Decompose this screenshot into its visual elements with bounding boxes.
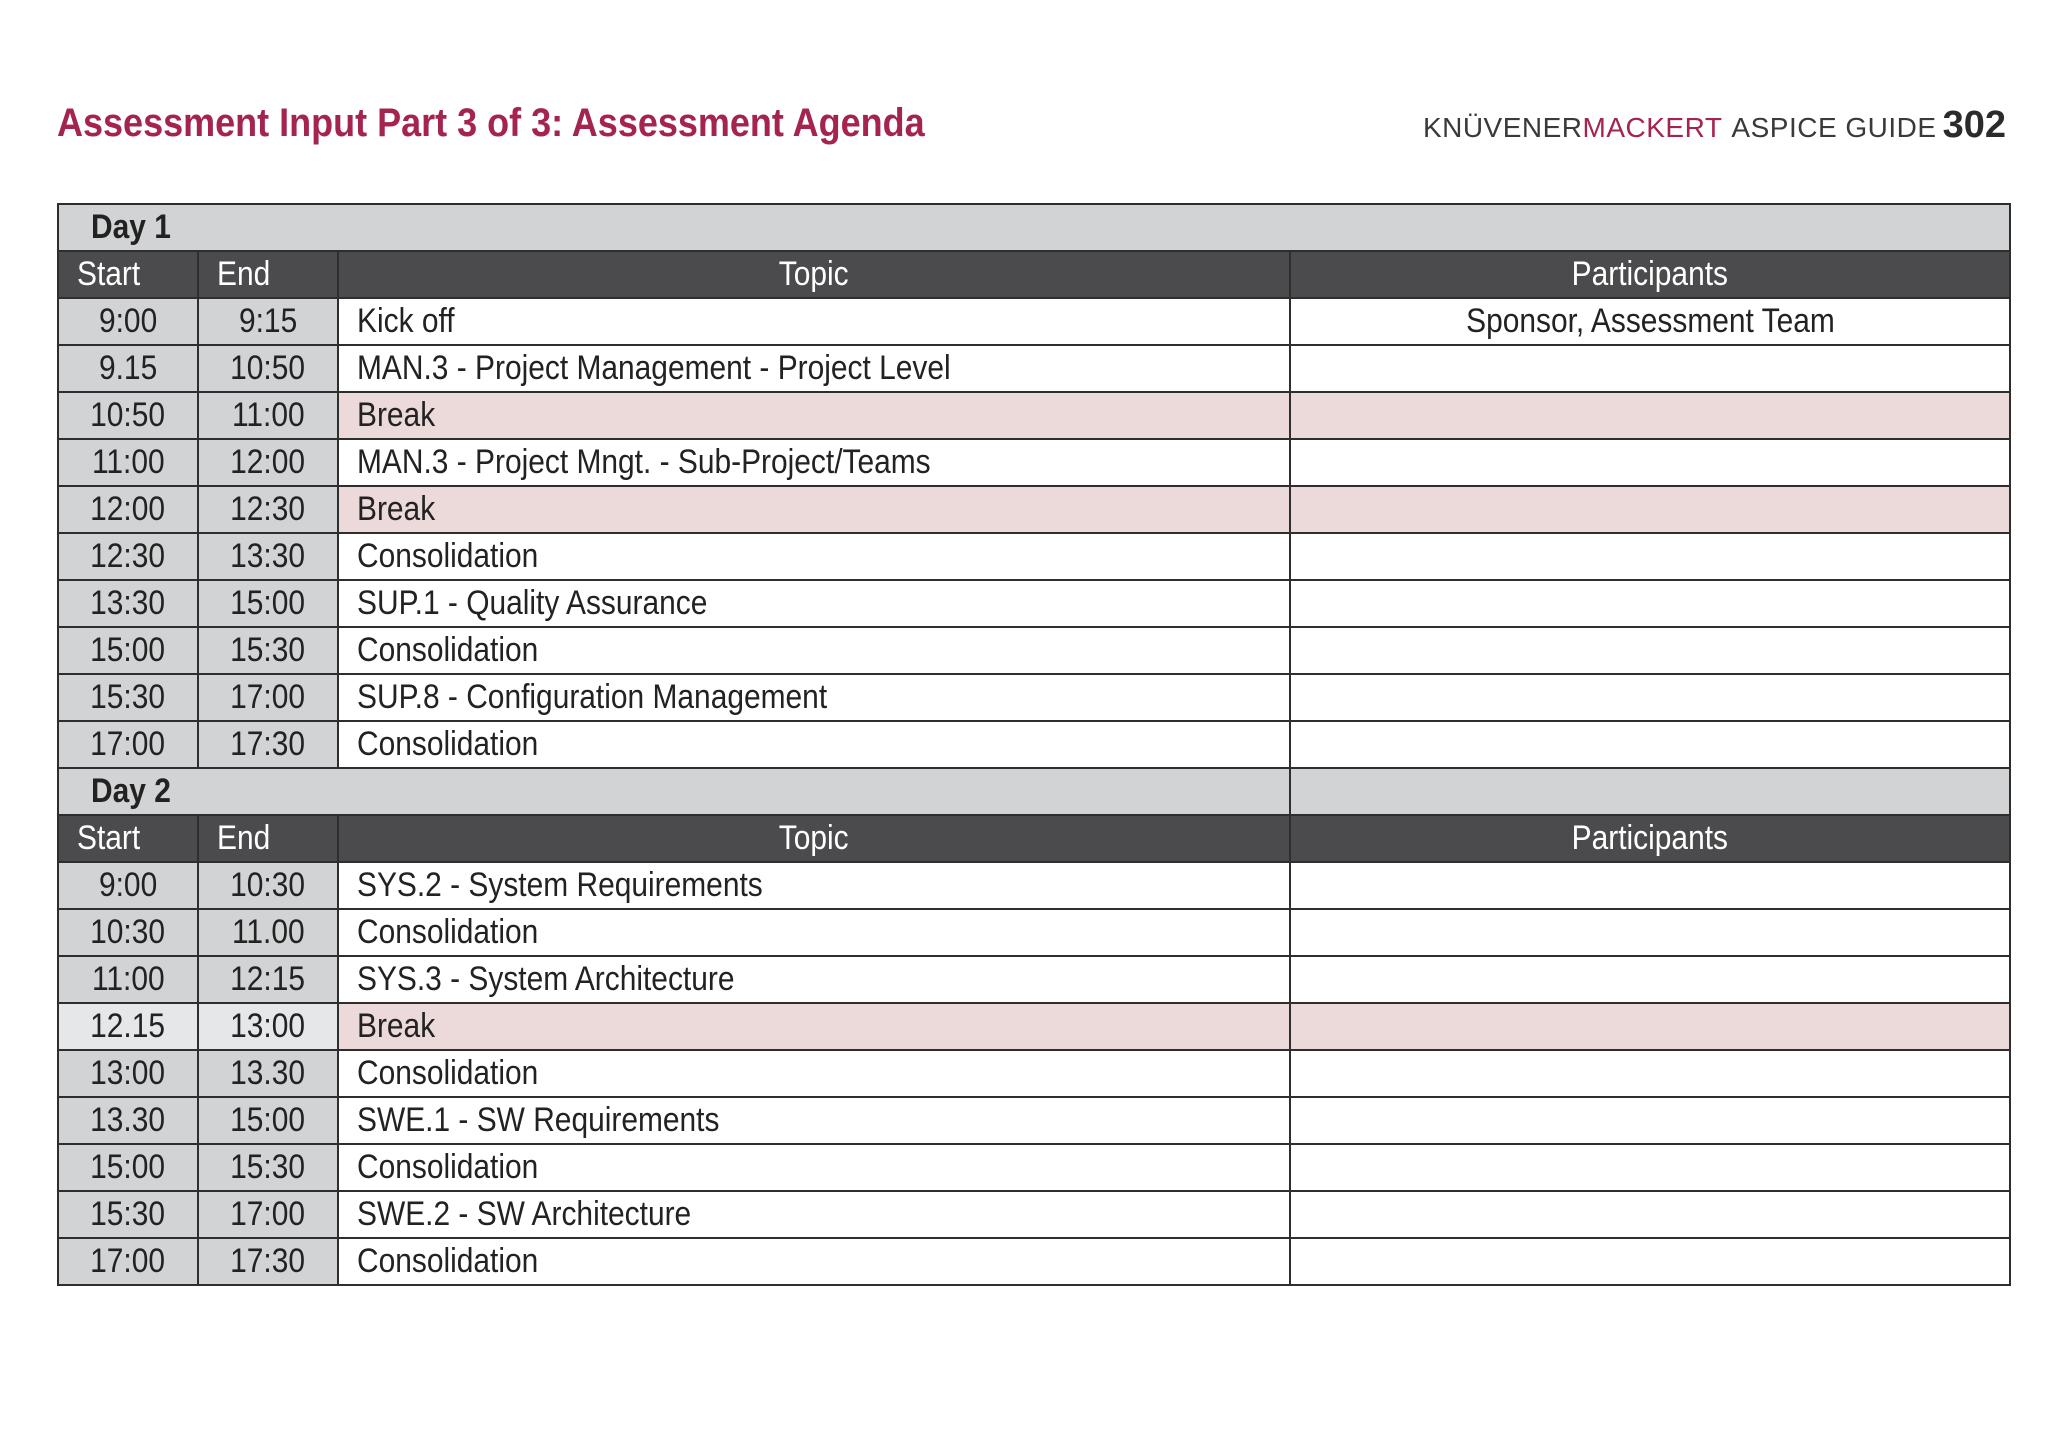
end-time-cell-text: 12:00 bbox=[230, 443, 306, 481]
participants-cell bbox=[1290, 956, 2010, 1003]
topic-cell bbox=[338, 392, 1290, 439]
participants-cell bbox=[1290, 674, 2010, 721]
end-time-cell bbox=[198, 909, 338, 956]
end-time-cell-text: 15:30 bbox=[230, 631, 306, 669]
end-time-cell-text: 15:00 bbox=[230, 1101, 306, 1139]
end-time-cell-text: 11.00 bbox=[231, 913, 305, 951]
topic-cell-text: Consolidation bbox=[357, 537, 539, 575]
start-time-cell bbox=[58, 580, 198, 627]
start-time-cell bbox=[58, 627, 198, 674]
end-time-cell-text: 12:30 bbox=[230, 490, 306, 528]
end-time-cell-text: 13:30 bbox=[230, 537, 306, 575]
start-time-cell bbox=[58, 298, 198, 345]
start-time-cell bbox=[58, 1191, 198, 1238]
participants-column-header-text: Participants bbox=[1571, 255, 1729, 293]
agenda-table bbox=[57, 203, 2011, 1286]
participants-column-header-text: Participants bbox=[1571, 819, 1729, 857]
topic-cell-text: SWE.2 - SW Architecture bbox=[357, 1195, 692, 1233]
start-column-header bbox=[58, 251, 198, 298]
agenda-row bbox=[58, 580, 2010, 627]
end-column-header-text: End bbox=[217, 819, 271, 857]
end-time-cell-text: 17:30 bbox=[230, 1242, 306, 1280]
start-time-cell-text: 10:30 bbox=[90, 913, 166, 951]
start-time-cell bbox=[58, 392, 198, 439]
agenda-row-break bbox=[58, 1003, 2010, 1050]
participants-cell bbox=[1290, 1144, 2010, 1191]
end-time-cell bbox=[198, 627, 338, 674]
topic-cell bbox=[338, 627, 1290, 674]
end-time-cell-text: 13.30 bbox=[230, 1054, 306, 1092]
end-time-cell bbox=[198, 1050, 338, 1097]
day-label bbox=[58, 768, 1290, 815]
start-time-cell-text: 9:00 bbox=[98, 866, 158, 904]
start-time-cell bbox=[58, 533, 198, 580]
participants-cell-text: Sponsor, Assessment Team bbox=[1465, 302, 1835, 340]
brand-guide-label: ASPICE GUIDE bbox=[1731, 112, 1937, 143]
participants-cell bbox=[1290, 909, 2010, 956]
start-column-header-text: Start bbox=[77, 819, 141, 857]
end-time-cell-text: 11:00 bbox=[231, 396, 305, 434]
brand-header bbox=[1423, 104, 2006, 147]
participants-cell bbox=[1290, 1097, 2010, 1144]
start-time-cell-text: 11:00 bbox=[91, 443, 165, 481]
participants-cell bbox=[1290, 298, 2010, 345]
topic-cell-text: Kick off bbox=[357, 302, 455, 340]
column-header-row bbox=[58, 815, 2010, 862]
agenda-row bbox=[58, 956, 2010, 1003]
end-time-cell bbox=[198, 439, 338, 486]
topic-cell-text: SYS.3 - System Architecture bbox=[357, 960, 735, 998]
agenda-row bbox=[58, 345, 2010, 392]
start-time-cell bbox=[58, 956, 198, 1003]
topic-cell bbox=[338, 486, 1290, 533]
end-time-cell bbox=[198, 956, 338, 1003]
topic-cell-text: Break bbox=[357, 490, 436, 528]
agenda-row bbox=[58, 533, 2010, 580]
topic-cell bbox=[338, 1238, 1290, 1285]
start-time-cell-text: 15:00 bbox=[90, 1148, 166, 1186]
start-time-cell bbox=[58, 1238, 198, 1285]
topic-cell bbox=[338, 533, 1290, 580]
agenda-row bbox=[58, 627, 2010, 674]
topic-cell bbox=[338, 674, 1290, 721]
agenda-row bbox=[58, 298, 2010, 345]
start-time-cell bbox=[58, 721, 198, 768]
end-time-cell-text: 13:00 bbox=[230, 1007, 306, 1045]
topic-cell-text: SUP.8 - Configuration Management bbox=[357, 678, 828, 716]
page-number: 302 bbox=[1942, 104, 2006, 146]
participants-cell bbox=[1290, 533, 2010, 580]
end-time-cell bbox=[198, 1144, 338, 1191]
end-time-cell bbox=[198, 674, 338, 721]
end-time-cell-text: 15:30 bbox=[230, 1148, 306, 1186]
start-time-cell-text: 15:30 bbox=[90, 678, 166, 716]
agenda-body bbox=[58, 204, 2010, 1285]
topic-cell-text: Consolidation bbox=[357, 913, 539, 951]
topic-cell-text: SUP.1 - Quality Assurance bbox=[357, 584, 708, 622]
start-time-cell-text: 17:00 bbox=[90, 725, 166, 763]
agenda-row bbox=[58, 1144, 2010, 1191]
column-header-row bbox=[58, 251, 2010, 298]
topic-cell-text: Consolidation bbox=[357, 725, 539, 763]
topic-cell-text: SYS.2 - System Requirements bbox=[357, 866, 763, 904]
start-time-cell-text: 15:30 bbox=[90, 1195, 166, 1233]
participants-cell bbox=[1290, 721, 2010, 768]
topic-column-header-text: Topic bbox=[779, 819, 849, 857]
agenda-row bbox=[58, 439, 2010, 486]
start-time-cell-text: 12:00 bbox=[90, 490, 166, 528]
end-time-cell-text: 17:30 bbox=[230, 725, 306, 763]
start-time-cell-text: 9.15 bbox=[98, 349, 158, 387]
end-time-cell-text: 15:00 bbox=[230, 584, 306, 622]
topic-cell bbox=[338, 1144, 1290, 1191]
participants-cell bbox=[1290, 1191, 2010, 1238]
end-time-cell-text: 12:15 bbox=[230, 960, 306, 998]
end-time-cell-text: 10:50 bbox=[230, 349, 306, 387]
topic-cell bbox=[338, 862, 1290, 909]
topic-column-header bbox=[338, 815, 1290, 862]
brand-name-part1: KNÜVENER bbox=[1422, 112, 1583, 143]
start-column-header-text: Start bbox=[77, 255, 141, 293]
end-time-cell bbox=[198, 580, 338, 627]
topic-cell-text: SWE.1 - SW Requirements bbox=[357, 1101, 720, 1139]
end-time-cell bbox=[198, 721, 338, 768]
agenda-row bbox=[58, 1097, 2010, 1144]
participants-cell bbox=[1290, 1050, 2010, 1097]
end-column-header-text: End bbox=[217, 255, 271, 293]
topic-cell-text: MAN.3 - Project Management - Project Level bbox=[357, 349, 951, 387]
end-time-cell bbox=[198, 1097, 338, 1144]
agenda-row bbox=[58, 674, 2010, 721]
participants-cell bbox=[1290, 1238, 2010, 1285]
day-label-text: Day 1 bbox=[91, 208, 171, 246]
start-time-cell bbox=[58, 486, 198, 533]
topic-cell-text: Consolidation bbox=[357, 1054, 539, 1092]
start-time-cell-text: 10:50 bbox=[90, 396, 166, 434]
start-time-cell-text: 11:00 bbox=[91, 960, 165, 998]
participants-cell bbox=[1290, 439, 2010, 486]
end-column-header bbox=[198, 815, 338, 862]
topic-cell bbox=[338, 1003, 1290, 1050]
topic-cell bbox=[338, 345, 1290, 392]
agenda-row bbox=[58, 909, 2010, 956]
start-column-header bbox=[58, 815, 198, 862]
participants-cell bbox=[1290, 627, 2010, 674]
agenda-row-break bbox=[58, 392, 2010, 439]
topic-column-header bbox=[338, 251, 1290, 298]
day-header-row bbox=[58, 204, 2010, 251]
topic-cell bbox=[338, 580, 1290, 627]
day-header-row bbox=[58, 768, 2010, 815]
start-time-cell bbox=[58, 1144, 198, 1191]
agenda-row bbox=[58, 721, 2010, 768]
start-time-cell bbox=[58, 674, 198, 721]
topic-cell bbox=[338, 1050, 1290, 1097]
topic-cell-text: Break bbox=[357, 1007, 436, 1045]
topic-cell-text: Break bbox=[357, 396, 436, 434]
day-label bbox=[58, 204, 2010, 251]
participants-cell bbox=[1290, 392, 2010, 439]
participants-cell bbox=[1290, 486, 2010, 533]
end-time-cell bbox=[198, 1238, 338, 1285]
end-time-cell bbox=[198, 345, 338, 392]
topic-cell-text: MAN.3 - Project Mngt. - Sub-Project/Teams bbox=[357, 443, 931, 481]
end-time-cell bbox=[198, 392, 338, 439]
agenda-row bbox=[58, 1050, 2010, 1097]
end-time-cell bbox=[198, 862, 338, 909]
start-time-cell-text: 13.30 bbox=[90, 1101, 166, 1139]
start-time-cell bbox=[58, 345, 198, 392]
topic-cell bbox=[338, 439, 1290, 486]
start-time-cell bbox=[58, 1003, 198, 1050]
start-time-cell-text: 13:30 bbox=[90, 584, 166, 622]
end-time-cell bbox=[198, 1003, 338, 1050]
participants-column-header bbox=[1290, 815, 2010, 862]
topic-cell bbox=[338, 721, 1290, 768]
end-time-cell bbox=[198, 486, 338, 533]
end-time-cell bbox=[198, 533, 338, 580]
topic-cell bbox=[338, 1191, 1290, 1238]
start-time-cell-text: 17:00 bbox=[90, 1242, 166, 1280]
end-time-cell-text: 17:00 bbox=[230, 1195, 306, 1233]
start-time-cell-text: 15:00 bbox=[90, 631, 166, 669]
participants-cell bbox=[1290, 580, 2010, 627]
start-time-cell bbox=[58, 1097, 198, 1144]
agenda-row bbox=[58, 1191, 2010, 1238]
agenda-row-break bbox=[58, 486, 2010, 533]
day-label-filler bbox=[1290, 768, 2010, 815]
topic-cell-text: Consolidation bbox=[357, 1242, 539, 1280]
topic-cell bbox=[338, 909, 1290, 956]
topic-cell-text: Consolidation bbox=[357, 631, 539, 669]
start-time-cell bbox=[58, 862, 198, 909]
start-time-cell bbox=[58, 1050, 198, 1097]
start-time-cell bbox=[58, 909, 198, 956]
topic-cell bbox=[338, 298, 1290, 345]
topic-column-header-text: Topic bbox=[779, 255, 849, 293]
start-time-cell-text: 9:00 bbox=[98, 302, 158, 340]
start-time-cell-text: 13:00 bbox=[90, 1054, 166, 1092]
end-time-cell bbox=[198, 298, 338, 345]
start-time-cell bbox=[58, 439, 198, 486]
agenda-row bbox=[58, 1238, 2010, 1285]
page-title: Assessment Input Part 3 of 3: Assessment Agenda bbox=[57, 101, 925, 145]
end-time-cell-text: 10:30 bbox=[230, 866, 306, 904]
end-time-cell-text: 9:15 bbox=[238, 302, 298, 340]
agenda-row bbox=[58, 862, 2010, 909]
start-time-cell-text: 12.15 bbox=[90, 1007, 166, 1045]
participants-cell bbox=[1290, 345, 2010, 392]
participants-column-header bbox=[1290, 251, 2010, 298]
brand-name-part2: MACKERT bbox=[1582, 112, 1723, 143]
topic-cell-text: Consolidation bbox=[357, 1148, 539, 1186]
participants-cell bbox=[1290, 862, 2010, 909]
topic-cell bbox=[338, 1097, 1290, 1144]
start-time-cell-text: 12:30 bbox=[90, 537, 166, 575]
end-time-cell-text: 17:00 bbox=[230, 678, 306, 716]
topic-cell bbox=[338, 956, 1290, 1003]
end-column-header bbox=[198, 251, 338, 298]
participants-cell bbox=[1290, 1003, 2010, 1050]
end-time-cell bbox=[198, 1191, 338, 1238]
day-label-text: Day 2 bbox=[91, 772, 171, 810]
